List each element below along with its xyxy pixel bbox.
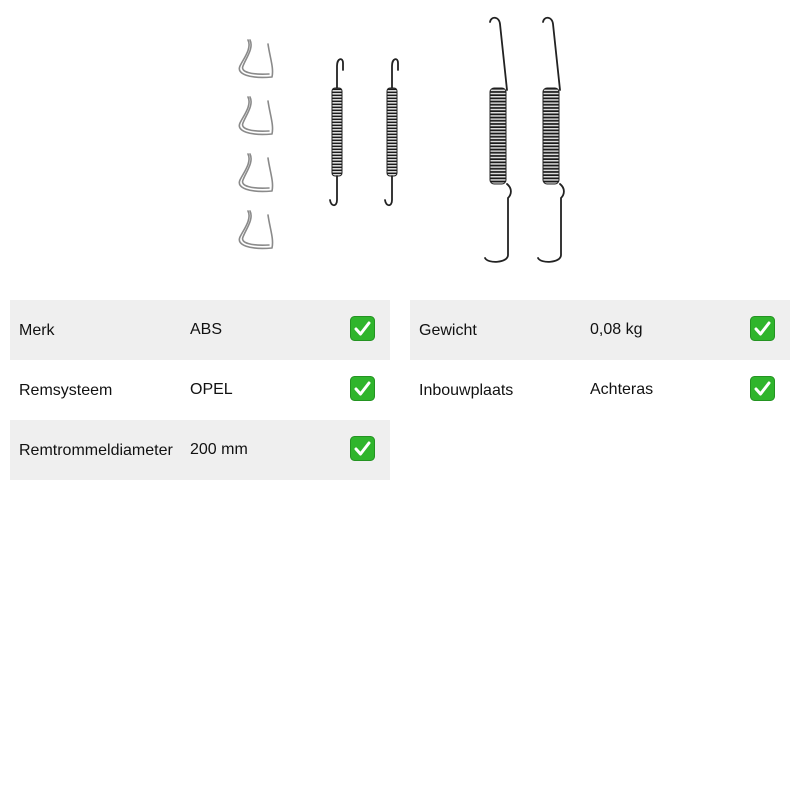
check-mark-icon[interactable]: [350, 436, 375, 461]
product-image: [0, 0, 800, 280]
spec-value: 0,08 kg: [590, 321, 643, 338]
retaining-clip: [239, 40, 272, 77]
spec-value: OPEL: [190, 381, 233, 398]
spec-label: Inbouwplaats: [419, 382, 514, 399]
spec-row-merk: [10, 300, 390, 360]
spec-value: Achteras: [590, 381, 654, 398]
brake-spring-kit-illustration: [0, 0, 800, 280]
retaining-clip: [239, 97, 272, 134]
check-mark-icon[interactable]: [750, 316, 775, 341]
spec-value: 200 mm: [190, 441, 248, 458]
spec-table-left: [10, 300, 390, 480]
retaining-clips: [239, 40, 272, 248]
check-mark-icon[interactable]: [350, 316, 375, 341]
short-spring-left: [330, 59, 343, 205]
spec-row-remsysteem: [10, 360, 390, 420]
spec-label: Remtrommeldiameter: [19, 442, 173, 459]
short-spring-right: [385, 59, 398, 205]
long-spring-right: [538, 18, 564, 262]
spec-label: Remsysteem: [19, 382, 113, 399]
spec-label: Gewicht: [419, 322, 477, 339]
retaining-clip: [239, 154, 272, 191]
spec-row-gewicht: [410, 300, 790, 360]
long-spring-left: [485, 18, 511, 262]
spec-value: ABS: [190, 321, 223, 338]
check-mark-icon[interactable]: [750, 376, 775, 401]
spec-table-right: [410, 300, 790, 420]
spec-label: Merk: [19, 322, 55, 339]
check-mark-icon[interactable]: [350, 376, 375, 401]
spec-row-remtrommeldiameter: [10, 420, 390, 480]
spec-row-inbouwplaats: [410, 360, 790, 420]
retaining-clip: [239, 211, 272, 248]
